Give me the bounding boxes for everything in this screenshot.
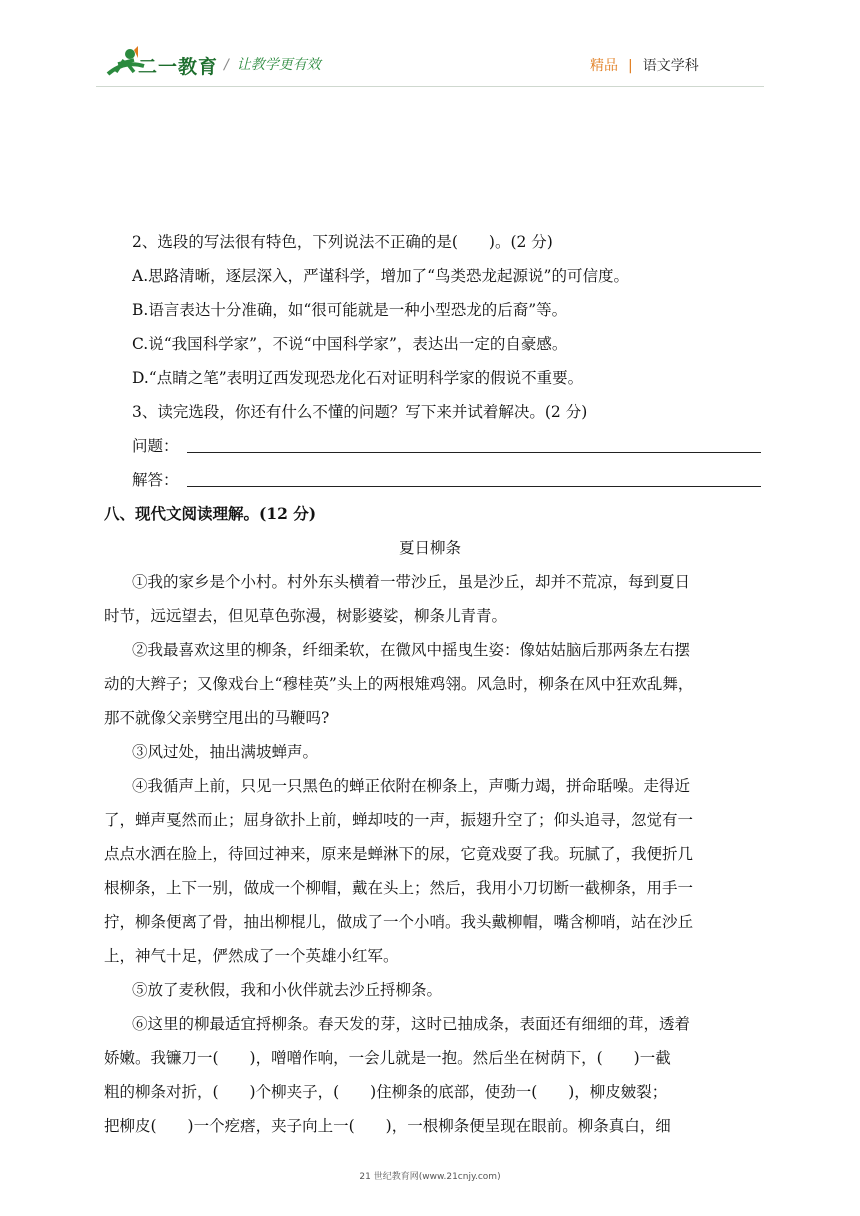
question-label: 问题：	[132, 437, 179, 455]
article-line: 上，神气十足，俨然成了一个英雄小红军。	[104, 947, 399, 965]
question-answer-line[interactable]	[187, 452, 761, 453]
article-line: 了，蝉声戛然而止；屈身欲扑上前，蝉却吱的一声，振翅升空了；仰头追寻，忽觉有一	[104, 811, 694, 829]
slogan-text: 让教学更有效	[236, 57, 321, 73]
subject-label: 语文学科	[642, 58, 699, 74]
page-header	[0, 0, 860, 110]
article-line: ④我循声上前，只见一只黑色的蝉正依附在柳条上，声嘶力竭，拼命聒噪。走得近	[132, 777, 691, 795]
article-line: 娇嫩。我镰刀一( )，噌噌作响，一会儿就是一抱。然后坐在树荫下，( )一截	[104, 1049, 671, 1067]
question-2: 2、选段的写法很有特色，下列说法不正确的是( )。(2 分)	[132, 233, 553, 251]
article-line: ③风过处，抽出满坡蝉声。	[132, 743, 319, 761]
header-slogan: / 让教学更有效	[224, 57, 321, 73]
section-8-heading: 八、现代文阅读理解。(12 分)	[104, 504, 317, 523]
article-line: 点点水洒在脸上，待回过神来，原来是蝉淋下的尿，它竟戏耍了我。玩腻了，我便折几	[104, 845, 694, 863]
logo-text: 二一教育	[138, 56, 219, 78]
article-line: 根柳条，上下一别，做成一个柳帽，戴在头上；然后，我用小刀切断一截柳条，用手一	[104, 879, 694, 897]
article-line: 动的大辫子；又像戏台上“穆桂英”头上的两根雉鸡翎。风急时，柳条在风中狂欢乱舞，	[104, 675, 694, 693]
option-b: B.语言表达十分准确，如“很可能就是一种小型恐龙的后裔”等。	[132, 301, 568, 319]
article-line: ⑤放了麦秋假，我和小伙伴就去沙丘捋柳条。	[132, 981, 443, 999]
answer-line[interactable]	[187, 486, 761, 487]
header-divider	[96, 86, 764, 87]
answer-label: 解答：	[132, 471, 179, 489]
article-line: 拧，柳条便离了骨，抽出柳棍儿，做成了一个小哨。我头戴柳帽，嘴含柳哨，站在沙丘	[104, 913, 694, 931]
article-line: ②我最喜欢这里的柳条，纤细柔软，在微风中摇曳生姿：像姑姑脑后那两条左右摆	[132, 641, 691, 659]
page-footer: 21 世纪教育网(www.21cnjy.com)	[359, 1172, 501, 1182]
header-subject: 精品 | 语文学科	[590, 58, 699, 74]
article-line: ①我的家乡是个小村。村外东头横着一带沙丘，虽是沙丘，却并不荒凉，每到夏日	[132, 573, 691, 591]
option-c: C.说“我国科学家”，不说“中国科学家”，表达出一定的自豪感。	[132, 335, 568, 353]
article-line: 粗的柳条对折，( )个柳夹子，( )住柳条的底部，使劲一( )，柳皮皴裂；	[104, 1083, 668, 1101]
quality-label: 精品	[590, 58, 618, 74]
option-a: A.思路清晰，逐层深入，严谨科学，增加了“鸟类恐龙起源说”的可信度。	[132, 267, 629, 285]
article-line: 那不就像父亲劈空甩出的马鞭吗?	[104, 709, 330, 727]
article-title: 夏日柳条	[398, 539, 461, 557]
article-line: ⑥这里的柳最适宜捋柳条。春天发的芽，这时已抽成条，表面还有细细的茸，透着	[132, 1015, 691, 1033]
article-line: 时节，远远望去，但见草色弥漫，树影婆娑，柳条儿青青。	[104, 607, 508, 625]
option-d: D.“点睛之笔”表明辽西发现恐龙化石对证明科学家的假说不重要。	[132, 369, 584, 387]
question-3: 3、读完选段，你还有什么不懂的问题？写下来并试着解决。(2 分)	[132, 403, 588, 421]
article-line: 把柳皮( )一个疙瘩，夹子向上一( )，一根柳条便呈现在眼前。柳条真白，细	[104, 1117, 671, 1135]
